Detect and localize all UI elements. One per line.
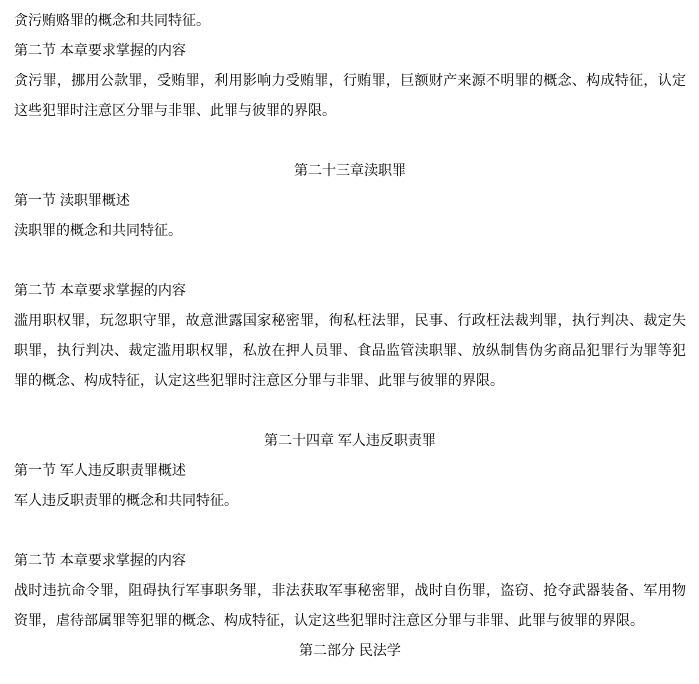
section-heading: 第二节 本章要求掌握的内容 bbox=[14, 42, 186, 58]
body-text: 战时违抗命令罪，阻碍执行军事职务罪，非法获取军事秘密罪，战时自伤罪，盗窃、抢夺武器装备、军用物 bbox=[14, 582, 686, 598]
body-text: 这些犯罪时注意区分罪与非罪、此罪与彼罪的界限。 bbox=[14, 102, 336, 118]
part-heading: 第二部分 民法学 bbox=[299, 642, 401, 658]
body-text: 贪污贿赂罪的概念和共同特征。 bbox=[14, 12, 210, 28]
body-text: 罪的概念、构成特征，认定这些犯罪时注意区分罪与非罪、此罪与彼罪的界限。 bbox=[14, 372, 504, 388]
chapter-heading: 第二十三章渎职罪 bbox=[294, 162, 406, 178]
body-text: 资罪，虐待部属罪等犯罪的概念、构成特征，认定这些犯罪时注意区分罪与非罪、此罪与彼罪的界限。 bbox=[14, 612, 644, 628]
section-heading: 第二节 本章要求掌握的内容 bbox=[14, 282, 186, 298]
body-text: 滥用职权罪，玩忽职守罪，故意泄露国家秘密罪，徇私枉法罪，民事、行政枉法裁判罪，执行判决、裁定失 bbox=[14, 312, 686, 328]
section-heading: 第一节 军人违反职责罪概述 bbox=[14, 462, 186, 478]
body-text: 贪污罪，挪用公款罪，受贿罪，利用影响力受贿罪，行贿罪，巨额财产来源不明罪的概念、构成特征，认定 bbox=[14, 72, 686, 88]
body-text: 军人违反职责罪的概念和共同特征。 bbox=[14, 492, 238, 508]
body-text: 渎职罪的概念和共同特征。 bbox=[14, 222, 182, 238]
section-heading: 第二节 本章要求掌握的内容 bbox=[14, 552, 186, 568]
section-heading: 第一节 渎职罪概述 bbox=[14, 192, 130, 208]
body-text: 职罪，执行判决、裁定滥用职权罪，私放在押人员罪、食品监管渎职罪、放纵制售伪劣商品犯罪行为罪等犯 bbox=[14, 342, 686, 358]
chapter-heading: 第二十四章 军人违反职责罪 bbox=[264, 432, 436, 448]
